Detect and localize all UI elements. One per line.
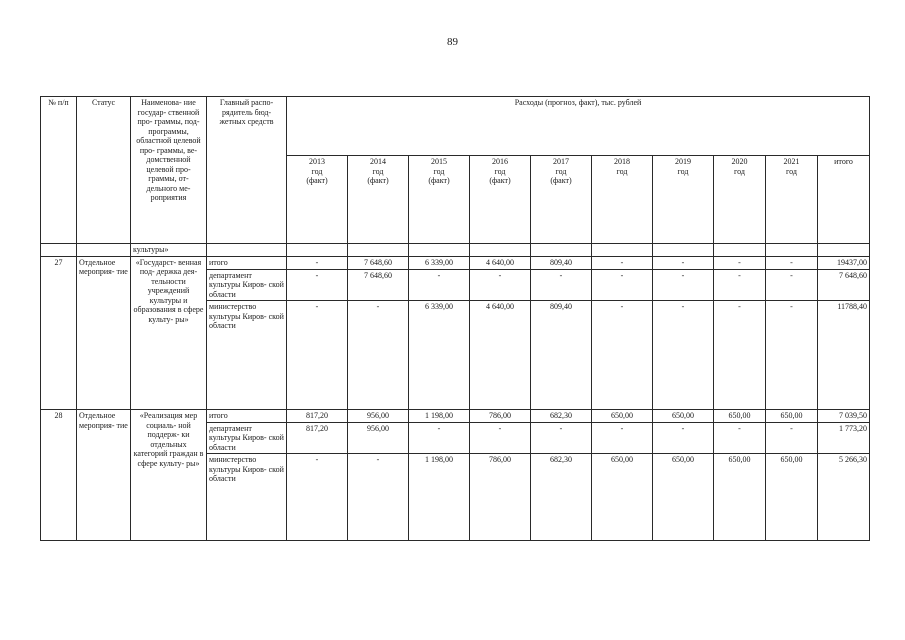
value-cell: 682,30 [531, 410, 592, 423]
row-admin: итого [207, 410, 287, 423]
value-cell: - [592, 422, 653, 454]
budget-table [40, 96, 870, 541]
value-cell: 650,00 [714, 454, 766, 541]
value-cell: - [531, 422, 592, 454]
row-name: «Государст- венная под- держка дея- тельности учреждений культуры и образования в сфере культу- ры» [131, 256, 207, 410]
value-cell: 4 640,00 [470, 256, 531, 269]
value-cell: 1 198,00 [409, 454, 470, 541]
row-admin: департамент культуры Киров- ской области [207, 422, 287, 454]
total-cell: 7 648,60 [818, 269, 870, 301]
value-cell: - [766, 422, 818, 454]
continuation-text: культуры» [131, 244, 207, 257]
value-cell: 682,30 [531, 454, 592, 541]
header-status: Статус [77, 97, 131, 244]
value-cell: - [766, 301, 818, 410]
value-cell: - [714, 422, 766, 454]
value-cell: 956,00 [348, 422, 409, 454]
header-year-2016: 2016 год (факт) [470, 156, 531, 244]
value-cell: - [531, 269, 592, 301]
row-number: 27 [41, 256, 77, 410]
table-row [41, 256, 870, 269]
value-cell: - [470, 422, 531, 454]
value-cell: - [287, 269, 348, 301]
continuation-row [41, 244, 870, 257]
header-year-2014: 2014 год (факт) [348, 156, 409, 244]
header-admin: Главный распо- рядитель бюд- жетных средств [207, 97, 287, 244]
value-cell: 6 339,00 [409, 256, 470, 269]
value-cell: 817,20 [287, 410, 348, 423]
header-year-2018: 2018 год [592, 156, 653, 244]
value-cell: 786,00 [470, 410, 531, 423]
table-row [41, 410, 870, 423]
value-cell: - [653, 301, 714, 410]
value-cell: 650,00 [766, 454, 818, 541]
header-year-2021: 2021 год [766, 156, 818, 244]
page-number: 89 [447, 36, 458, 48]
value-cell: - [766, 269, 818, 301]
row-number: 28 [41, 410, 77, 541]
value-cell: 650,00 [653, 454, 714, 541]
value-cell: - [348, 301, 409, 410]
value-cell: - [766, 256, 818, 269]
value-cell: 809,40 [531, 256, 592, 269]
row-admin: итого [207, 256, 287, 269]
row-name: «Реализация мер социаль- ной поддерж- ки отдельных категорий граждан в сфере культу- ры» [131, 410, 207, 541]
value-cell: 650,00 [766, 410, 818, 423]
value-cell: - [592, 256, 653, 269]
value-cell: - [592, 269, 653, 301]
value-cell: - [714, 301, 766, 410]
value-cell: 650,00 [592, 454, 653, 541]
value-cell: - [287, 454, 348, 541]
header-year-2019: 2019 год [653, 156, 714, 244]
value-cell: - [470, 269, 531, 301]
total-cell: 1 773,20 [818, 422, 870, 454]
header-year-2020: 2020 год [714, 156, 766, 244]
row-admin: департамент культуры Киров- ской области [207, 269, 287, 301]
value-cell: - [348, 454, 409, 541]
header-year-2015: 2015 год (факт) [409, 156, 470, 244]
value-cell: 786,00 [470, 454, 531, 541]
value-cell: 650,00 [653, 410, 714, 423]
total-cell: 7 039,50 [818, 410, 870, 423]
header-total: итого [818, 156, 870, 244]
value-cell: 4 640,00 [470, 301, 531, 410]
value-cell: - [653, 256, 714, 269]
header-expenses: Расходы (прогноз, факт), тыс. рублей [287, 97, 870, 156]
value-cell: - [653, 422, 714, 454]
row-admin: министерство культуры Киров- ской области [207, 301, 287, 410]
total-cell: 5 266,30 [818, 454, 870, 541]
value-cell: 6 339,00 [409, 301, 470, 410]
value-cell: 817,20 [287, 422, 348, 454]
header-name: Наименова- ние государ- ственной про- граммы, под- программы, областной целевой про- граммы, ве- домственной целевой про- граммы, от- дельного ме- роприятия [131, 97, 207, 244]
row-admin: министерство культуры Киров- ской области [207, 454, 287, 541]
header-year-2017: 2017 год (факт) [531, 156, 592, 244]
header-num: № п/п [41, 97, 77, 244]
value-cell: 809,40 [531, 301, 592, 410]
value-cell: - [592, 301, 653, 410]
value-cell: 7 648,60 [348, 256, 409, 269]
row-status: Отдельное мероприя- тие [77, 410, 131, 541]
value-cell: - [287, 256, 348, 269]
total-cell: 19437,00 [818, 256, 870, 269]
value-cell: - [714, 269, 766, 301]
value-cell: 650,00 [592, 410, 653, 423]
value-cell: - [409, 269, 470, 301]
value-cell: 7 648,60 [348, 269, 409, 301]
value-cell: 1 198,00 [409, 410, 470, 423]
header-row [41, 97, 870, 156]
value-cell: - [714, 256, 766, 269]
value-cell: 650,00 [714, 410, 766, 423]
value-cell: 956,00 [348, 410, 409, 423]
value-cell: - [653, 269, 714, 301]
value-cell: - [287, 301, 348, 410]
row-status: Отдельное мероприя- тие [77, 256, 131, 410]
total-cell: 11788,40 [818, 301, 870, 410]
value-cell: - [409, 422, 470, 454]
header-year-2013: 2013 год (факт) [287, 156, 348, 244]
